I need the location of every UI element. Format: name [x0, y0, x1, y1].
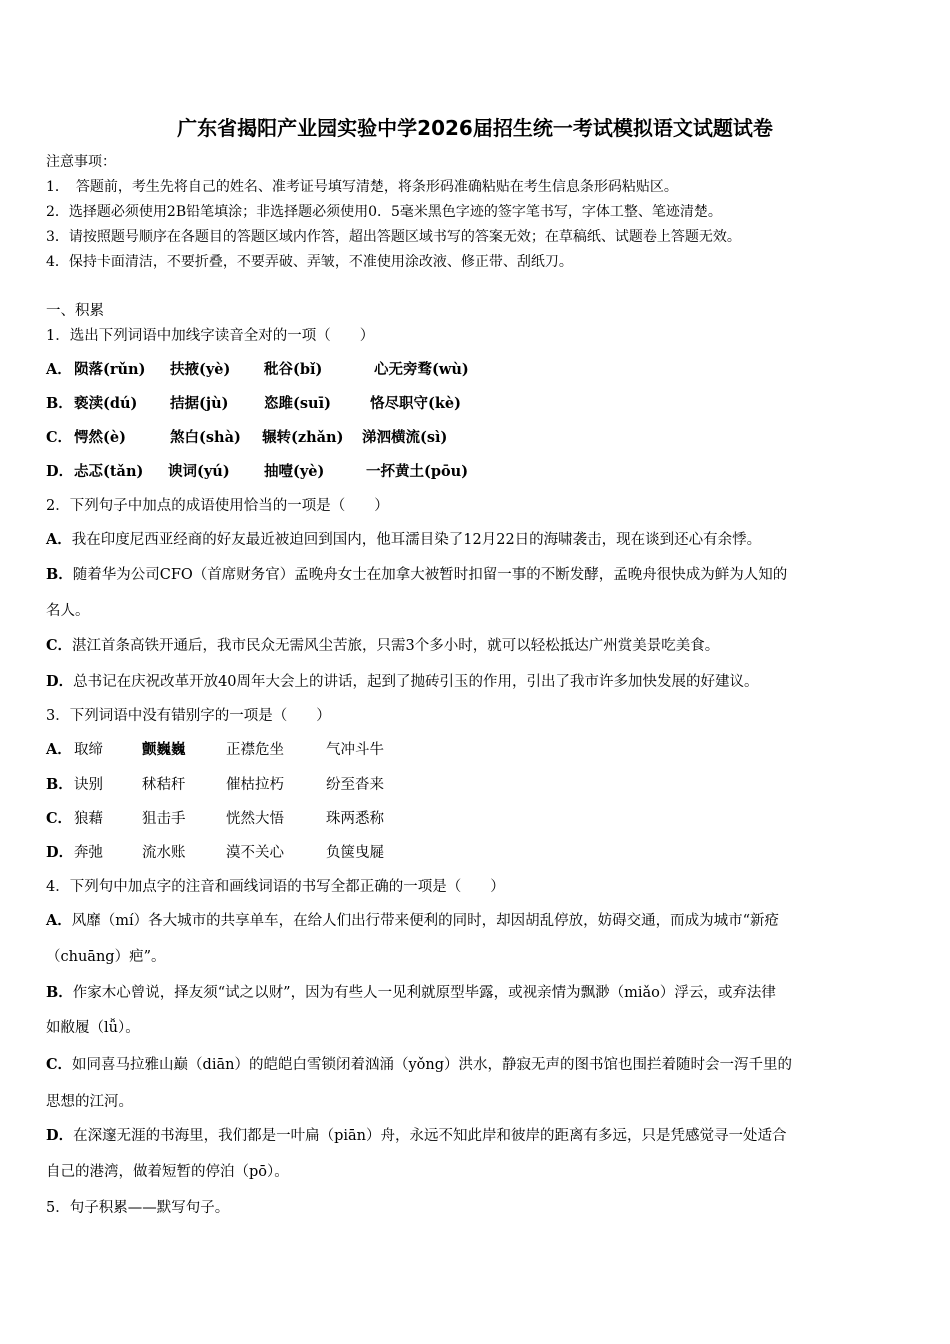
option-text: 总书记在庆祝改革开放40周年大会上的讲话，起到了抛砖引玉的作用，引出了我市许多加快发展的好建议。	[73, 674, 759, 690]
option-word: 陨落(rǔn)	[74, 361, 146, 378]
option-word: 拮据(jù)	[170, 395, 229, 412]
notice-heading: 注意事项：	[46, 154, 116, 170]
option-word: 亵渎(dú)	[74, 395, 138, 412]
notice-item: 1． 答题前，考生先将自己的姓名、准考证号填写清楚，将条形码准确粘贴在考生信息条形码粘贴区。	[46, 179, 678, 195]
q4-option-c	[46, 1055, 792, 1075]
notice-item: 3．请按照题号顺序在各题目的答题区域内作答，超出答题区域书写的答案无效；在草稿纸、试题卷上答题无效。	[46, 229, 741, 245]
option-word: 恪尽职守(kè)	[370, 395, 461, 412]
option-word: 气冲斗牛	[326, 742, 384, 758]
q2-option-b-cont: 名人。	[46, 603, 90, 619]
notice-item: 2．选择题必须使用2B铅笔填涂；非选择题必须使用0．5毫米黑色字迹的签字笔书写，字体工整、笔迹清楚。	[46, 204, 722, 220]
option-label: A．	[46, 361, 72, 378]
question-3-stem: 3．下列词语中没有错别字的一项是（ ）	[46, 708, 331, 724]
option-word: 漠不关心	[226, 845, 284, 861]
option-word: 珠两悉称	[326, 811, 384, 827]
option-label: D．	[46, 673, 74, 690]
option-text: 如同喜马拉雅山巅（diān）的皑皑白雪锁闭着汹涌（yǒng）洪水，静寂无声的图书馆也围拦着随时会一泻千里的	[72, 1057, 792, 1073]
option-text: 湛江首条高铁开通后，我市民众无需风尘苦旅，只需3个多小时，就可以轻松抵达广州赏美景吃美食。	[72, 638, 720, 654]
option-word: 涕泗横流(sì)	[362, 429, 448, 446]
q4-option-b-cont: 如敝履（lǚ）。	[46, 1020, 140, 1036]
option-label: B．	[46, 776, 73, 793]
question-4-stem: 4．下列句中加点字的注音和画线词语的书写全都正确的一项是（ ）	[46, 879, 505, 895]
notice-item: 4．保持卡面清洁，不要折叠，不要弄破、弄皱，不准使用涂改液、修正带、刮纸刀。	[46, 254, 573, 270]
option-label: C．	[46, 1056, 73, 1073]
option-label: B．	[46, 566, 73, 583]
option-word: 秫秸秆	[142, 777, 186, 793]
option-word: 秕谷(bǐ)	[264, 361, 323, 378]
option-text: 我在印度尼西亚经商的好友最近被迫回到国内，他耳濡目染了12月22日的海啸袭击，现在谈到还心有余悸。	[71, 532, 762, 548]
option-label: D．	[46, 844, 74, 861]
option-word: 纷至沓来	[326, 777, 384, 793]
page-title: 广东省揭阳产业园实验中学2026届招生统一考试模拟语文试题试卷	[177, 116, 773, 140]
option-text: 作家木心曾说，择友须“试之以财”，因为有些人一见利就原型毕露，或视亲情为飘渺（miǎo）浮云，或弃法律	[72, 985, 776, 1001]
option-label: C．	[46, 810, 73, 827]
option-word: 恣雎(suī)	[264, 395, 331, 412]
option-word: 煞白(shà)	[170, 429, 241, 446]
option-word: 取缔	[74, 742, 103, 758]
option-word: 奔弛	[74, 845, 103, 861]
q2-option-b	[46, 565, 787, 585]
option-word: 狼藉	[74, 811, 103, 827]
option-word: 催枯拉朽	[226, 777, 284, 793]
option-word: 狙击手	[142, 811, 186, 827]
option-label: A．	[46, 912, 72, 929]
option-word: 流水账	[142, 845, 186, 861]
q4-option-a-cont: （chuāng）疤”。	[46, 949, 166, 965]
option-text: 随着华为公司CFO（首席财务官）孟晚舟女士在加拿大被暂时扣留一事的不断发酵，孟晚舟很快成为鲜为人知的	[72, 567, 788, 583]
q4-option-c-cont: 思想的江河。	[46, 1094, 133, 1110]
section-heading: 一、积累	[46, 303, 104, 319]
q2-option-a	[46, 530, 761, 550]
option-word: 诀别	[74, 777, 103, 793]
option-word: 谀词(yú)	[168, 463, 230, 480]
q4-option-a	[46, 911, 779, 931]
option-word: 正襟危坐	[226, 742, 284, 758]
option-word: 忐忑(tǎn)	[74, 463, 144, 480]
question-2-stem: 2．下列句子中加点的成语使用恰当的一项是（ ）	[46, 498, 389, 514]
q4-option-d	[46, 1126, 786, 1146]
option-label: A．	[46, 741, 72, 758]
option-word: 恍然大悟	[226, 811, 284, 827]
option-label: B．	[46, 395, 73, 412]
question-5-stem: 5．句子积累——默写句子。	[46, 1200, 230, 1216]
q4-option-b	[46, 983, 776, 1003]
option-label: D．	[46, 1127, 74, 1144]
q4-option-d-cont: 自己的港湾，做着短暂的停泊（pō）。	[46, 1164, 289, 1180]
option-word: 愕然(è)	[74, 429, 126, 446]
option-word: 负箧曳屣	[326, 845, 384, 861]
option-word: 辗转(zhǎn)	[262, 429, 344, 446]
option-word: 心无旁骛(wù)	[374, 361, 469, 378]
option-text: 在深邃无涯的书海里，我们都是一叶扁（piān）舟，永远不知此岸和彼岸的距离有多远，只是凭感觉寻一处适合	[73, 1128, 787, 1144]
question-1-stem: 1．选出下列词语中加线字读音全对的一项（ ）	[46, 328, 375, 344]
option-word: 抽噎(yè)	[264, 463, 325, 480]
option-label: C．	[46, 637, 73, 654]
option-word: 颤巍巍	[142, 741, 186, 758]
option-label: C．	[46, 429, 73, 446]
option-word: 扶掖(yè)	[170, 361, 231, 378]
option-label: B．	[46, 984, 73, 1001]
option-label: D．	[46, 463, 74, 480]
option-word: 一抔黄土(pōu)	[366, 463, 469, 480]
q2-option-c	[46, 636, 719, 656]
option-text: 风靡（mí）各大城市的共享单车，在给人们出行带来便利的同时，却因胡乱停放，妨碍交通，而成为城市“新疮	[71, 913, 780, 929]
option-label: A．	[46, 531, 72, 548]
q2-option-d	[46, 672, 759, 692]
